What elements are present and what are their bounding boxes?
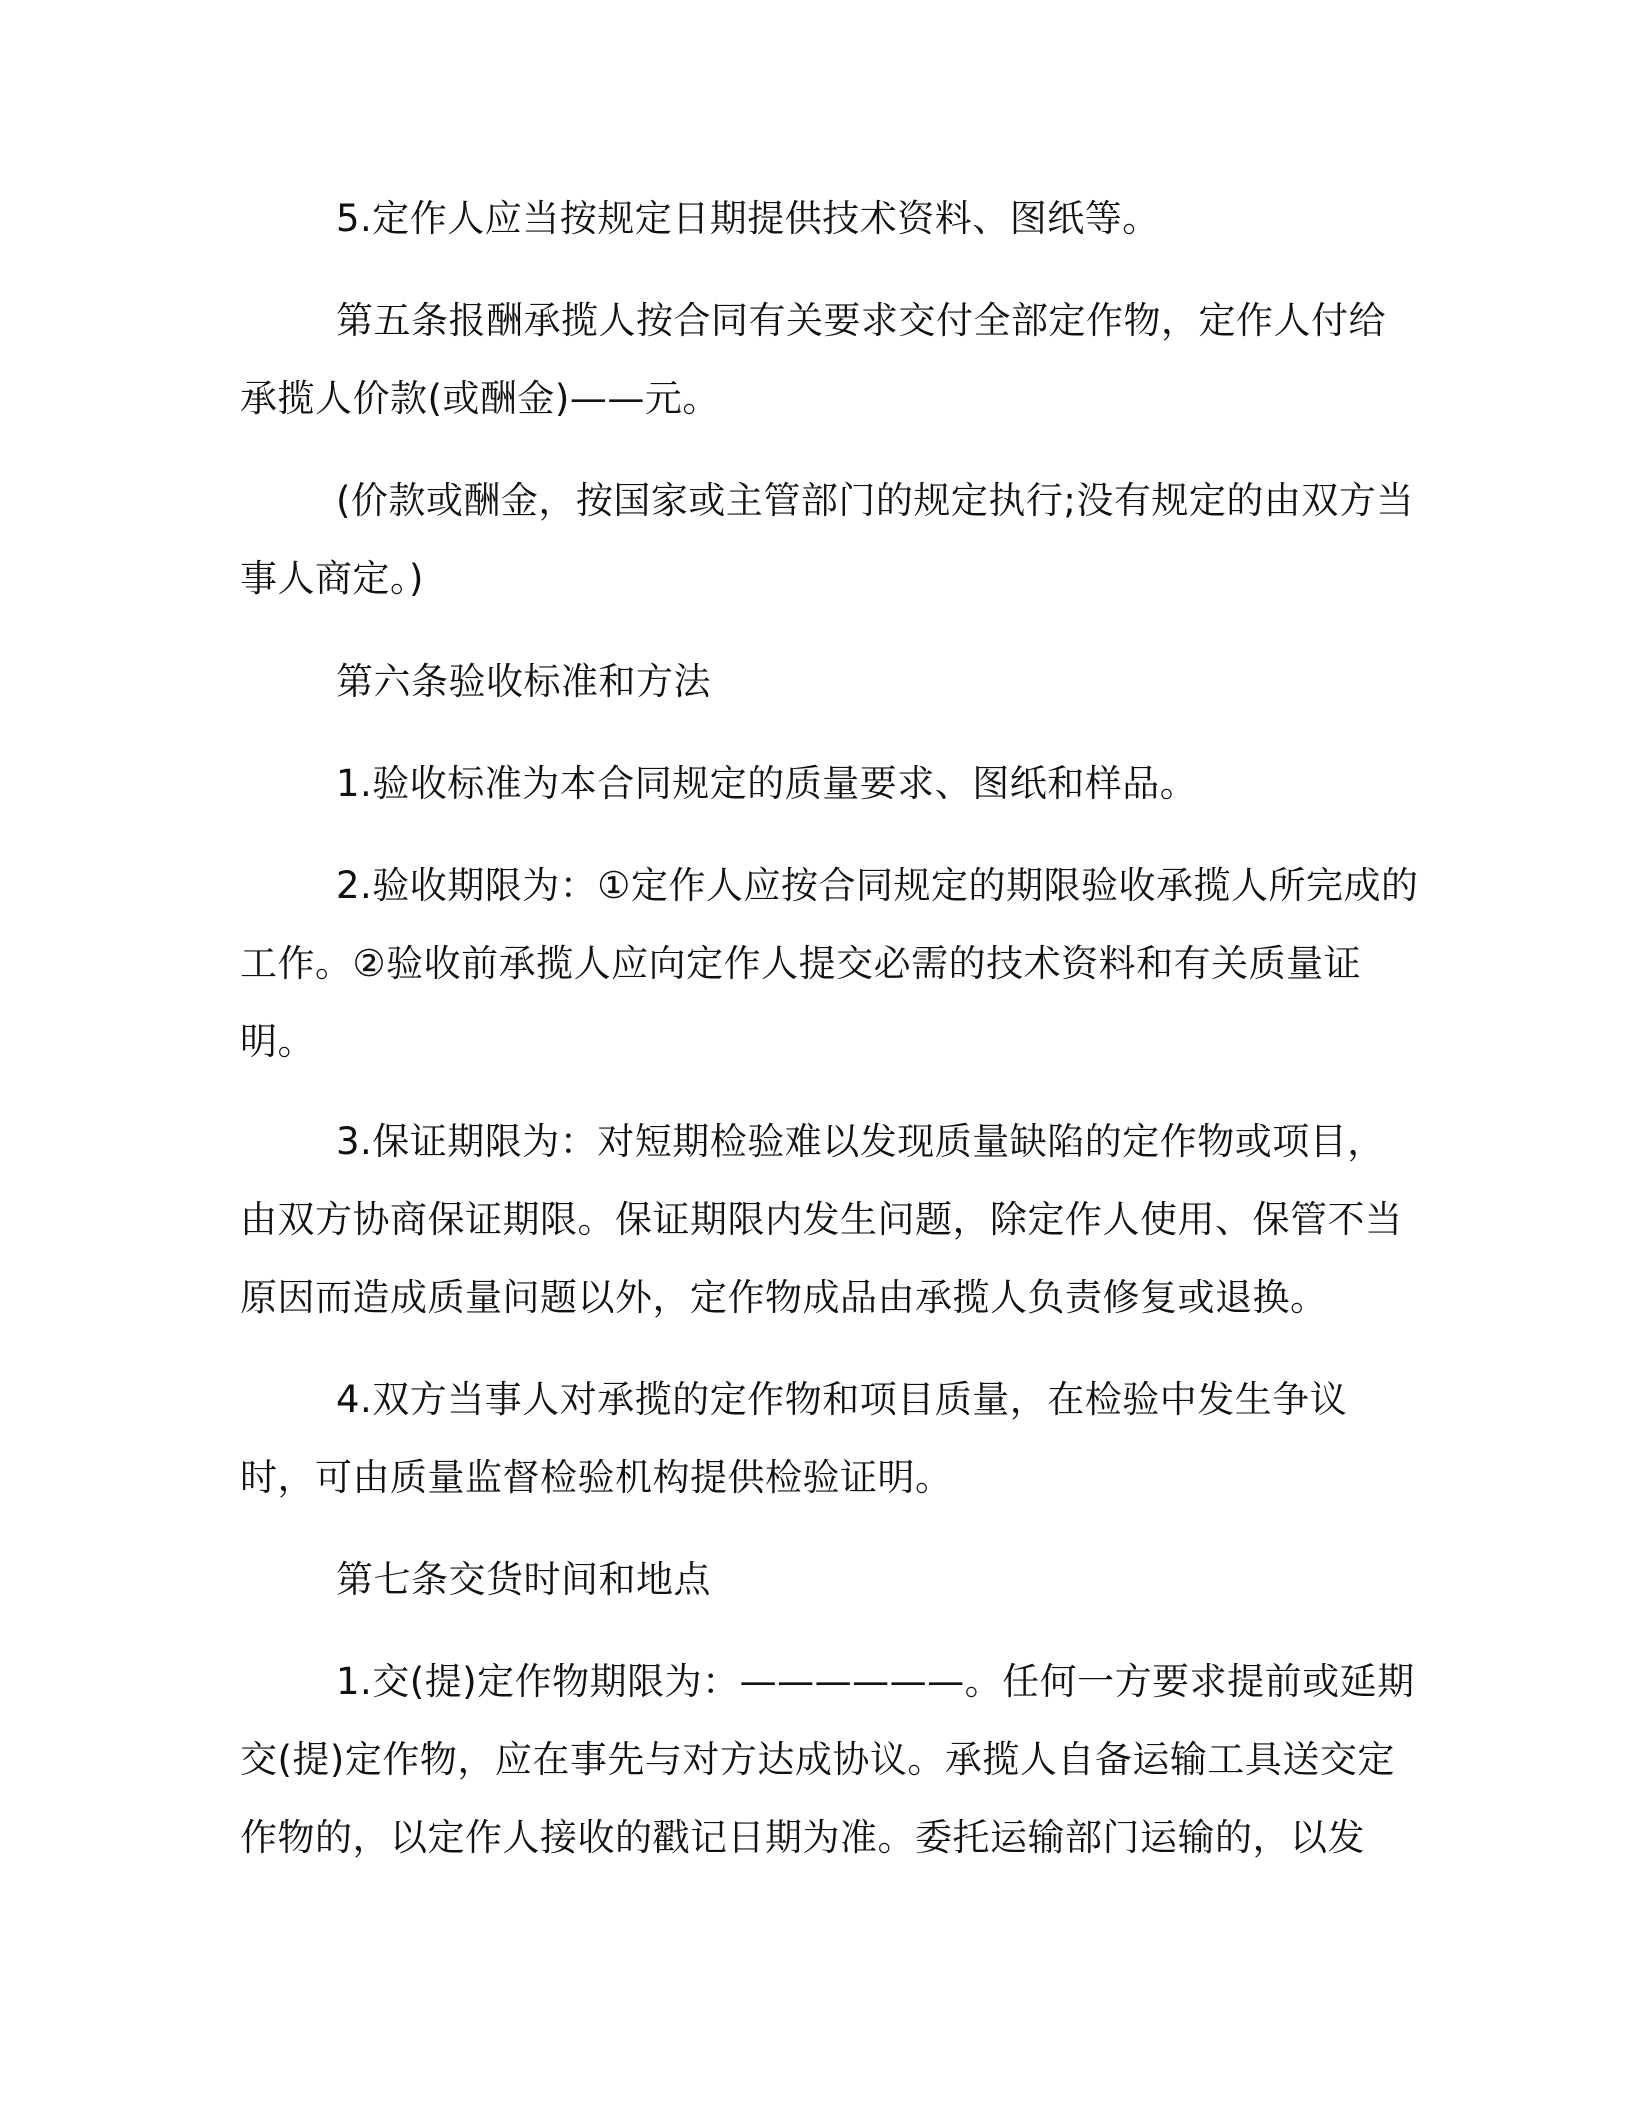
paragraph-item1-delivery: 1.交(提)定作物期限为：——————。任何一方要求提前或延期交(提)定作物，应在事先与对方达成协议。承揽人自备运输工具送交定作物的，以定作人接收的戳记日期为准。委托运输部门运输的，以发	[240, 1660, 1415, 1859]
paragraph-item3-guarantee: 3.保证期限为：对短期检验难以发现质量缺陷的定作物或项目，由双方协商保证期限。保证期限内发生问题，除定作人使用、保管不当原因而造成质量问题以外，定作物成品由承揽人负责修复或退换。	[240, 1120, 1403, 1319]
paragraph-payment-note: (价款或酬金，按国家或主管部门的规定执行;没有规定的由双方当事人商定。)	[240, 479, 1414, 600]
heading-article6: 第六条验收标准和方法	[336, 660, 711, 703]
paragraph-item4-dispute: 4.双方当事人对承揽的定作物和项目质量，在检验中发生争议时，可由质量监督检验机构提供检验证明。	[240, 1378, 1348, 1499]
paragraph-article5-payment: 第五条报酬承揽人按合同有关要求交付全部定作物，定作人付给承揽人价款(或酬金)——元。	[240, 299, 1386, 420]
paragraph-item1-standard: 1.验收标准为本合同规定的质量要求、图纸和样品。	[336, 762, 1198, 805]
heading-article7: 第七条交货时间和地点	[336, 1558, 711, 1601]
paragraph-item5-materials: 5.定作人应当按规定日期提供技术资料、图纸等。	[336, 197, 1160, 240]
paragraph-item2-period: 2.验收期限为：①定作人应按合同规定的期限验收承揽人所完成的工作。②验收前承揽人应向定作人提交必需的技术资料和有关质量证明。	[240, 864, 1419, 1063]
